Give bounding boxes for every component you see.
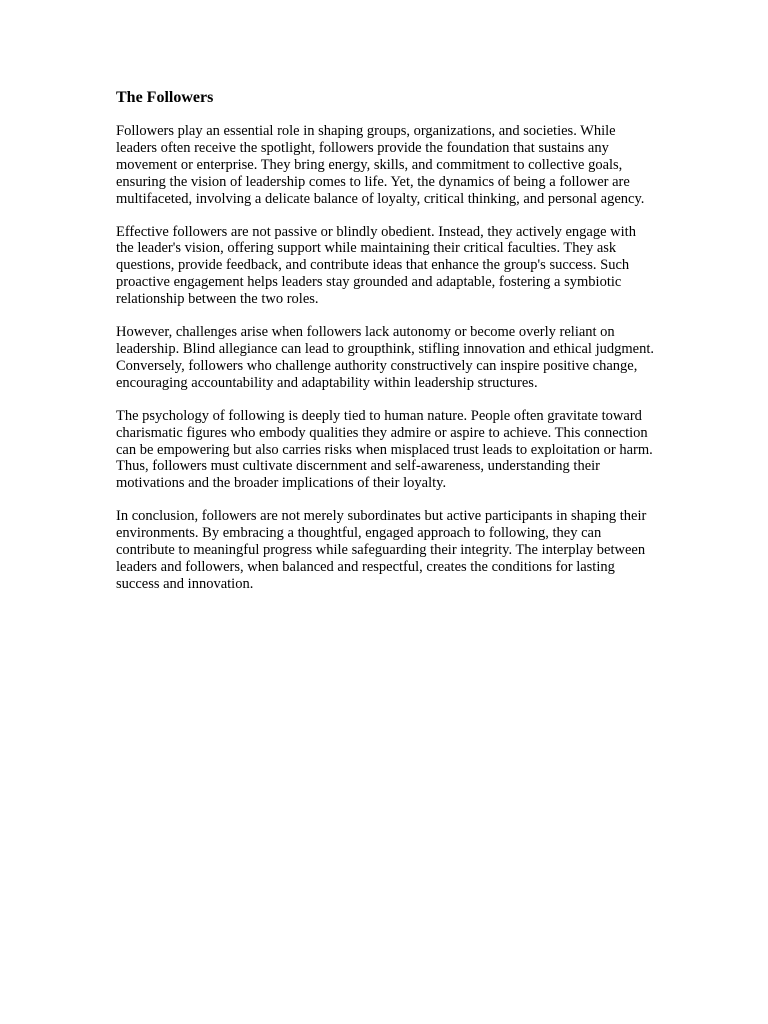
paragraph-intro: Followers play an essential role in shaping groups, organizations, and societies. While leaders often receive the spotlight, followers provide the foundation that sustains any movement or enterprise. They bring energy, skills, and commitment to collective goals, ensuring the vision of leadership comes to life. Yet, the dynamics of being a follower are multifaceted, involving a delicate balance of loyalty, critical thinking, and personal agency.	[116, 123, 645, 207]
document-title: The Followers	[116, 89, 214, 106]
paragraph-psychology: The psychology of following is deeply tied to human nature. People often gravitate toward charismatic figures who embody qualities they admire or aspire to achieve. This connection can be empowering but also carries risks when misplaced trust leads to exploitation or harm. Thus, followers must cultivate discernment and self-awareness, understanding their motivations and the broader implications of their loyalty.	[116, 407, 653, 492]
document-page	[116, 88, 656, 609]
paragraph-effective-followers: Effective followers are not passive or blindly obedient. Instead, they actively engage with the leader's vision, offering support while maintaining their critical faculties. They ask questions, provide feedback, and contribute ideas that enhance the group's success. Such proactive engagement helps leaders stay grounded and adaptable, fostering a symbiotic relationship between the two roles.	[116, 223, 636, 308]
paragraph-challenges: However, challenges arise when followers lack autonomy or become overly reliant on leadership. Blind allegiance can lead to groupthink, stifling innovation and ethical judgment. Conversely, followers who challenge authority constructively can inspire positive change, encouraging accountability and adaptability within leadership structures.	[116, 324, 654, 391]
paragraph-conclusion: In conclusion, followers are not merely subordinates but active participants in shaping their environments. By embracing a thoughtful, engaged approach to following, they can contribute to meaningful progress while safeguarding their integrity. The interplay between leaders and followers, when balanced and respectful, creates the conditions for lasting success and innovation.	[116, 508, 647, 592]
